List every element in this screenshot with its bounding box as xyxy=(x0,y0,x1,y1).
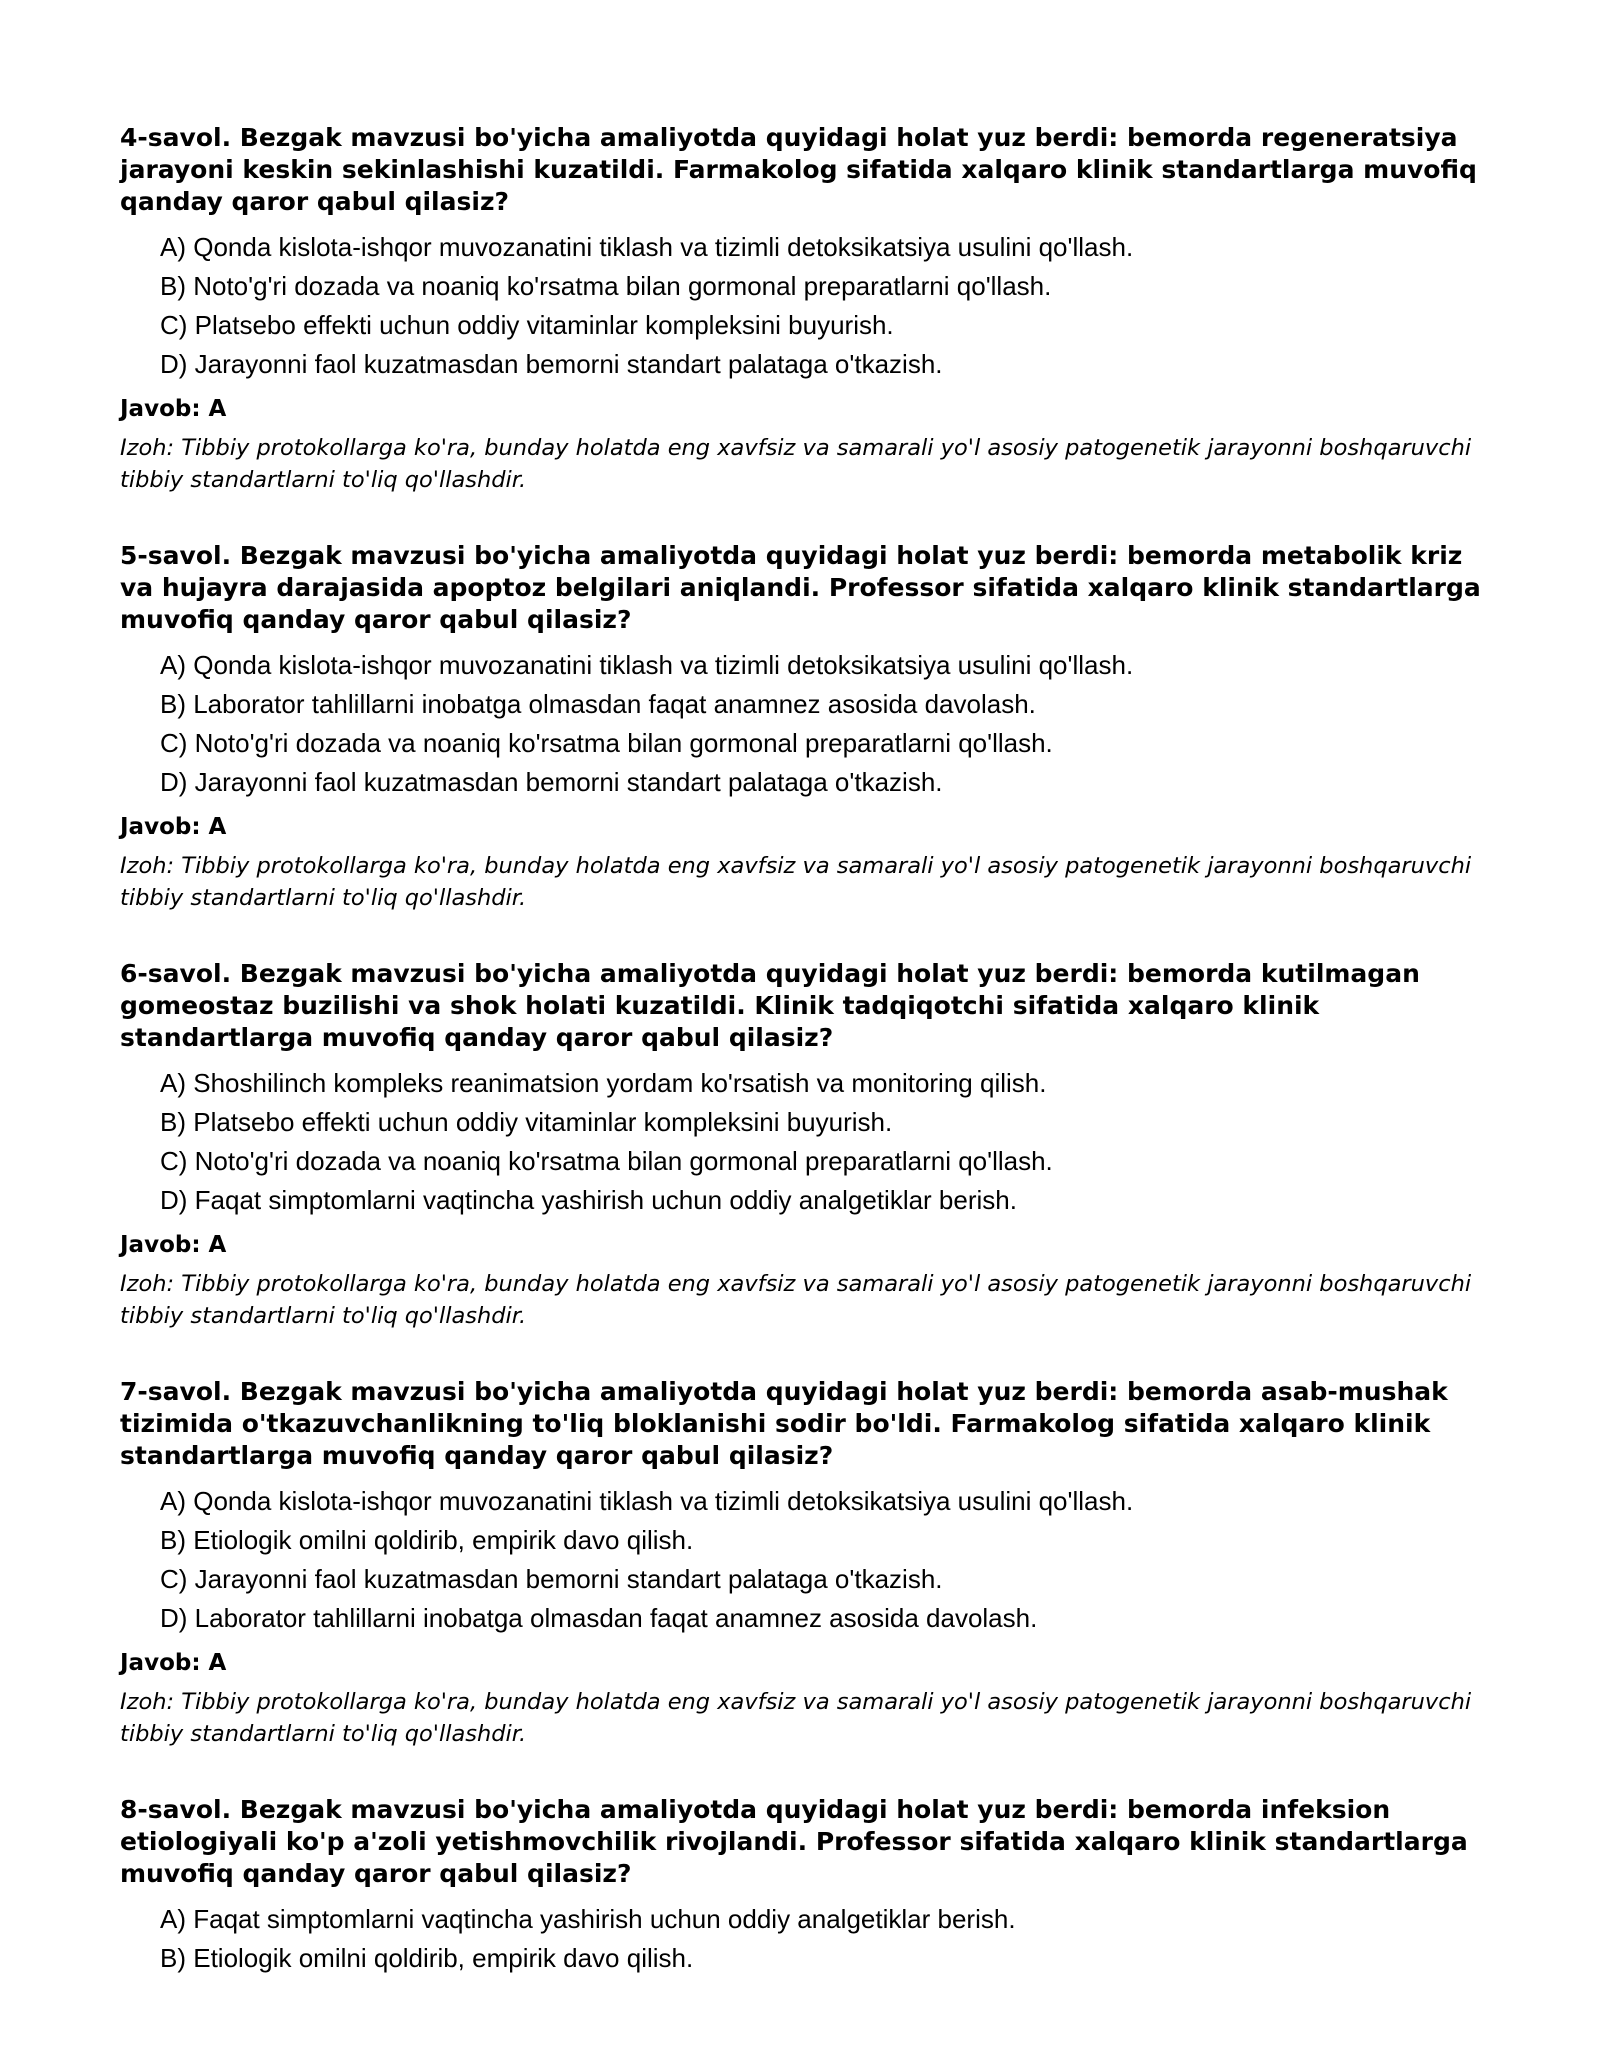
correct-answer: Javob: A xyxy=(120,814,227,840)
explanation-note: Izoh: Tibbiy protokollarga ko'ra, bunday holatda eng xavfsiz va samarali yo'l asosiy patogenetik jarayonni boshqaruvchi tibbiy standartlarni to'liq qo'llashdir. xyxy=(120,1689,1472,1747)
option-d: D) Jarayonni faol kuzatmasdan bemorni standart palataga o'tkazish. xyxy=(160,349,943,379)
document-page xyxy=(120,122,1500,2022)
option-b: B) Laborator tahlillarni inobatga olmasdan faqat anamnez asosida davolash. xyxy=(160,689,1036,719)
option-b: B) Etiologik omilni qoldirib, empirik davo qilish. xyxy=(160,1525,694,1555)
question-title: 6-savol. Bezgak mavzusi bo'yicha amaliyotda quyidagi holat yuz berdi: bemorda kutilmagan gomeostaz buzilishi va shok holati kuzatildi. Klinik tadqiqotchi sifatida xalqaro klinik standartlarga muvofiq qanday qaror qabul qilasiz? xyxy=(120,959,1420,1052)
question-title: 7-savol. Bezgak mavzusi bo'yicha amaliyotda quyidagi holat yuz berdi: bemorda asab-mushak tizimida o'tkazuvchanlikning to'liq bloklanishi sodir bo'ldi. Farmakolog sifatida xalqaro klinik standartlarga muvofiq qanday qaror qabul qilasiz? xyxy=(120,1377,1448,1470)
question-title: 4-savol. Bezgak mavzusi bo'yicha amaliyotda quyidagi holat yuz berdi: bemorda regeneratsiya jarayoni keskin sekinlashishi kuzatildi. Farmakolog sifatida xalqaro klinik standartlarga muvofiq qanday qaror qabul qilasiz? xyxy=(120,123,1477,216)
correct-answer: Javob: A xyxy=(120,1232,227,1258)
answer-options xyxy=(120,1482,1500,1638)
answer-options xyxy=(120,1900,1500,1978)
option-b: B) Noto'g'ri dozada va noaniq ko'rsatma bilan gormonal preparatlarni qo'llash. xyxy=(160,271,1052,301)
option-a: A) Qonda kislota-ishqor muvozanatini tiklash va tizimli detoksikatsiya usulini qo'llash. xyxy=(160,650,1134,680)
option-b: B) Etiologik omilni qoldirib, empirik davo qilish. xyxy=(160,1943,694,1973)
option-a: A) Faqat simptomlarni vaqtincha yashirish uchun oddiy analgetiklar berish. xyxy=(160,1904,1016,1934)
option-d: D) Laborator tahlillarni inobatga olmasdan faqat anamnez asosida davolash. xyxy=(160,1603,1038,1633)
option-c: C) Noto'g'ri dozada va noaniq ko'rsatma bilan gormonal preparatlarni qo'llash. xyxy=(160,728,1053,758)
option-a: A) Shoshilinch kompleks reanimatsion yordam ko'rsatish va monitoring qilish. xyxy=(160,1068,1047,1098)
question-block xyxy=(120,1794,1500,1978)
option-a: A) Qonda kislota-ishqor muvozanatini tiklash va tizimli detoksikatsiya usulini qo'llash. xyxy=(160,1486,1134,1516)
question-block xyxy=(120,1376,1500,1750)
option-d: D) Jarayonni faol kuzatmasdan bemorni standart palataga o'tkazish. xyxy=(160,767,943,797)
question-block xyxy=(120,122,1500,496)
option-c: C) Jarayonni faol kuzatmasdan bemorni standart palataga o'tkazish. xyxy=(160,1564,943,1594)
explanation-note: Izoh: Tibbiy protokollarga ko'ra, bunday holatda eng xavfsiz va samarali yo'l asosiy patogenetik jarayonni boshqaruvchi tibbiy standartlarni to'liq qo'llashdir. xyxy=(120,853,1472,911)
explanation-note: Izoh: Tibbiy protokollarga ko'ra, bunday holatda eng xavfsiz va samarali yo'l asosiy patogenetik jarayonni boshqaruvchi tibbiy standartlarni to'liq qo'llashdir. xyxy=(120,1271,1472,1329)
option-c: C) Noto'g'ri dozada va noaniq ko'rsatma bilan gormonal preparatlarni qo'llash. xyxy=(160,1146,1053,1176)
answer-options xyxy=(120,228,1500,384)
correct-answer: Javob: A xyxy=(120,396,227,422)
answer-options xyxy=(120,1064,1500,1220)
explanation-note: Izoh: Tibbiy protokollarga ko'ra, bunday holatda eng xavfsiz va samarali yo'l asosiy patogenetik jarayonni boshqaruvchi tibbiy standartlarni to'liq qo'llashdir. xyxy=(120,435,1472,493)
option-b: B) Platsebo effekti uchun oddiy vitaminlar kompleksini buyurish. xyxy=(160,1107,893,1137)
option-a: A) Qonda kislota-ishqor muvozanatini tiklash va tizimli detoksikatsiya usulini qo'llash. xyxy=(160,232,1134,262)
question-title: 8-savol. Bezgak mavzusi bo'yicha amaliyotda quyidagi holat yuz berdi: bemorda infeksion etiologiyali ko'p a'zoli yetishmovchilik rivojlandi. Professor sifatida xalqaro klinik standartlarga muvofiq qanday qaror qabul qilasiz? xyxy=(120,1795,1468,1888)
option-c: C) Platsebo effekti uchun oddiy vitaminlar kompleksini buyurish. xyxy=(160,310,894,340)
correct-answer: Javob: A xyxy=(120,1650,227,1676)
question-block xyxy=(120,958,1500,1332)
question-block xyxy=(120,540,1500,914)
option-d: D) Faqat simptomlarni vaqtincha yashirish uchun oddiy analgetiklar berish. xyxy=(160,1185,1017,1215)
answer-options xyxy=(120,646,1500,802)
question-title: 5-savol. Bezgak mavzusi bo'yicha amaliyotda quyidagi holat yuz berdi: bemorda metabolik kriz va hujayra darajasida apoptoz belgilari aniqlandi. Professor sifatida xalqaro klinik standartlarga muvofiq qanday qaror qabul qilasiz? xyxy=(120,541,1481,634)
